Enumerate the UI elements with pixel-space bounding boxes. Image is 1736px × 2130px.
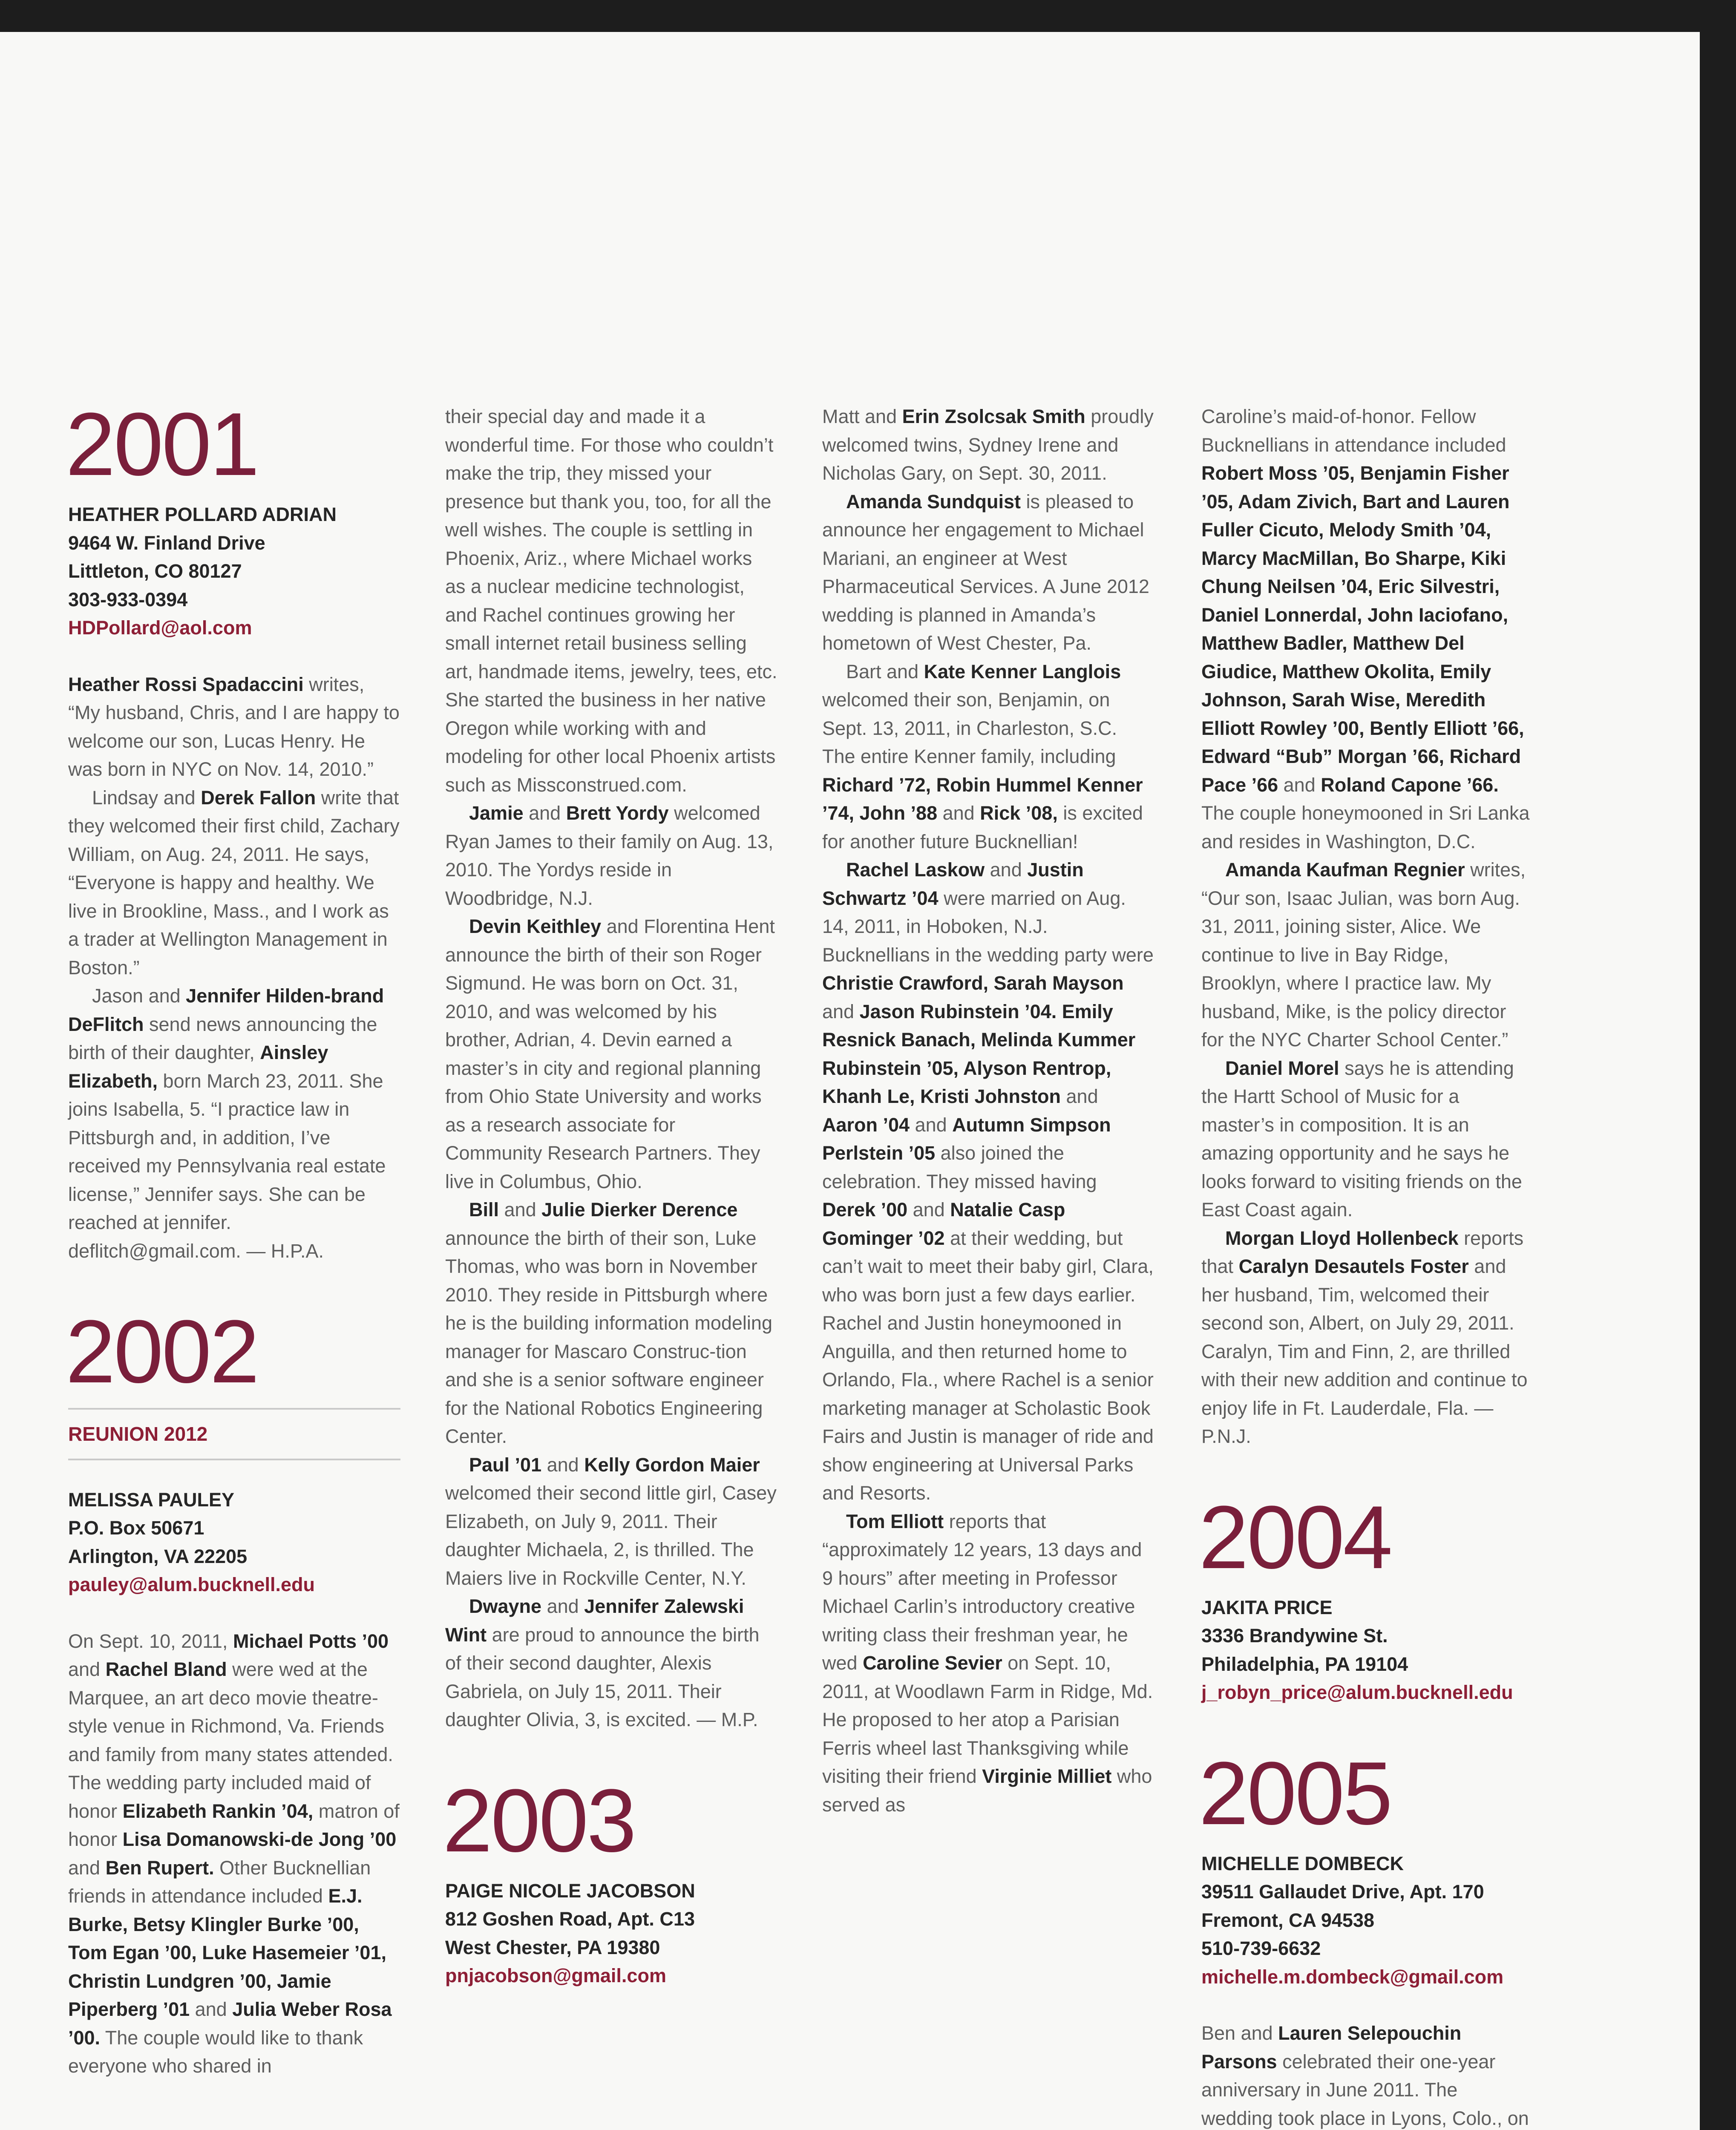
address-line: 812 Goshen Road, Apt. C13	[445, 1908, 695, 1930]
class-note: Jamie and Brett Yordy welcomed Ryan James to their family on Aug. 13, 2010. The Yordys reside in Woodbridge, N.J.	[445, 802, 774, 909]
class-secretary-name: PAIGE NICOLE JACOBSON	[445, 1880, 695, 1902]
class-note: Matt and Erin Zsolcsak Smith proudly welcomed twins, Sydney Irene and Nicholas Gary, on Sept. 30, 2011.	[822, 406, 1154, 484]
email-link[interactable]: j_robyn_price@alum.bucknell.edu	[1201, 1681, 1513, 1703]
address-line: Fremont, CA 94538	[1201, 1909, 1374, 1931]
class-note: Dwayne and Jennifer Zalewski Wint are proud to announce the birth of their second daughter, Alexis Gabriela, on July 15, 2011. Their daughter Olivia, 3, is excited. — M.P.	[445, 1595, 760, 1730]
email-link[interactable]: pnjacobson@gmail.com	[445, 1965, 666, 1986]
address-line: Arlington, VA 22205	[68, 1545, 248, 1567]
column-1	[66, 394, 400, 2081]
email-link[interactable]: HDPollard@aol.com	[68, 617, 252, 639]
class-secretary-name: MELISSA PAULEY	[68, 1488, 235, 1511]
class-note: Heather Rossi Spadaccini writes, “My husband, Chris, and I are happy to welcome our son, Lucas Henry. He was born in NYC on Nov. 14, 2010.”	[68, 673, 400, 780]
address-line: Philadelphia, PA 19104	[1201, 1653, 1408, 1675]
column-3	[822, 403, 1154, 1819]
class-note-continued: Caroline’s maid-of-honor. Fellow Bucknellians in attendance included Robert Moss ’05, Benjamin Fisher ’05, Adam Zivich, Bart and Lauren Fuller Cicuto, Melody Smith ’04, Marcy MacMillan, Bo Sharpe, Kiki Chung Neilsen ’04, Eric Silvestri, Daniel Lonnerdal, John Iaciofano, Matthew Badler, Matthew Del Giudice, Matthew Okolita, Emily Johnson, Sarah Wise, Meredith Elliott Rowley ’00, Bently Elliott ’66, Edward “Bub” Morgan ’66, Richard Pace ’66 and Roland Capone ’66. The couple honeymooned in Sri Lanka and resides in Washington, D.C.	[1201, 406, 1530, 852]
class-note: Amanda Sundquist is pleased to announce her engagement to Michael Mariani, an engineer at West Pharmaceutical Services. A June 2012 wedding is planned in Amanda’s hometown of West Chester, Pa.	[822, 490, 1149, 654]
address-line: West Chester, PA 19380	[445, 1936, 660, 1958]
class-secretary-name: HEATHER POLLARD ADRIAN	[68, 504, 337, 525]
class-note: Amanda Kaufman Regnier writes, “Our son, Isaac Julian, was born Aug. 31, 2011, joining sister, Alice. We continue to live in Bay Ridge, Brooklyn, where I practice law. My husband, Mike, is the policy director for the NYC Charter School Center.”	[1201, 859, 1526, 1051]
class-secretary-name: MICHELLE DOMBECK	[1201, 1852, 1404, 1874]
class-note: Ben and Lauren Selepouchin Parsons celebrated their one-year anniversary in June 2011. The wedding took place in Lyons, Colo., on	[1201, 2022, 1529, 2129]
phone-number: 510-739-6632	[1201, 1937, 1321, 1959]
address-line: 3336 Brandywine St.	[1201, 1625, 1388, 1646]
class-note: Tom Elliott reports that “approximately 12 years, 13 days and 9 hours” after meeting in Professor Michael Carlin’s introductory creative writing class their freshman year, he wed Caroline Sevier on Sept. 10, 2011, at Woodlawn Farm in Ridge, Md. He proposed to her atop a Parisian Ferris wheel last Thanksgiving while visiting their friend Virginie Milliet who served as	[822, 1510, 1153, 1816]
class-note-continued: their special day and made it a wonderful time. For those who couldn’t make the trip, they missed your presence but thank you, too, for all the well wishes. The couple is settling in Phoenix, Ariz., where Michael works as a nuclear medicine technologist, and Rachel continues growing her small internet retail business selling art, handmade items, jewelry, tees, etc. She started the business in her native Oregon while working with and modeling for other local Phoenix artists such as Missconstrued.com.	[445, 406, 777, 796]
column-4	[1201, 403, 1534, 2130]
class-note: Lindsay and Derek Fallon write that they welcomed their first child, Zachary William, on Aug. 24, 2011. He says, “Everyone is happy and healthy. We live in Brookline, Mass., and I work as a trader at Wellington Management in Boston.”	[68, 786, 400, 979]
email-link[interactable]: michelle.m.dombeck@gmail.com	[1201, 1966, 1504, 1988]
class-note: Daniel Morel says he is attending the Hartt School of Music for a master’s in composition. It is an amazing opportunity and he says he looks forward to visiting friends on the East Coast again.	[1201, 1057, 1522, 1220]
class-year-2003: 2003	[443, 1770, 635, 1871]
class-note: On Sept. 10, 2011, Michael Potts ’00 and Rachel Bland were wed at the Marquee, an art deco movie theatre-style venue in Richmond, Va. Friends and family from many states attended. The wedding party included maid of honor Elizabeth Rankin ’04, matron of honor Lisa Domanowski-de Jong ’00 and Ben Rupert. Other Bucknellian friends in attendance included E.J. Burke, Betsy Klingler Burke ’00, Tom Egan ’00, Luke Hasemeier ’01, Christin Lundgren ’00, Jamie Piperberg ’01 and Julia Weber Rosa ’00. The couple would like to thank everyone who shared in	[68, 1630, 400, 2077]
class-note: Bart and Kate Kenner Langlois welcomed their son, Benjamin, on Sept. 13, 2011, in Charleston, S.C. The entire Kenner family, including Richard ’72, Robin Hummel Kenner ’74, John ’88 and Rick ’08, is excited for another future Bucknellian!	[822, 660, 1143, 852]
class-note: Bill and Julie Dierker Derence announce the birth of their son, Luke Thomas, who was born in November 2010. They reside in Pittsburgh where he is the building information modeling manager for Mascaro Construc-tion and she is a senior software engineer for the National Robotics Engineering Center.	[445, 1199, 772, 1447]
address-line: P.O. Box 50671	[68, 1517, 204, 1539]
address-line: 39511 Gallaudet Drive, Apt. 170	[1201, 1881, 1484, 1903]
phone-number: 303-933-0394	[68, 588, 188, 610]
email-link[interactable]: pauley@alum.bucknell.edu	[68, 1574, 315, 1595]
reunion-label: REUNION 2012	[68, 1408, 400, 1460]
address-line: Littleton, CO 80127	[68, 560, 242, 582]
class-note: Devin Keithley and Florentina Hent announce the birth of their son Roger Sigmund. He was born on Oct. 31, 2010, and was welcomed by his brother, Adrian, 4. Devin earned a master’s in city and regional planning from Ohio State University and works as a research associate for Community Research Partners. They live in Columbus, Ohio.	[445, 915, 775, 1192]
class-note: Morgan Lloyd Hollenbeck reports that Caralyn Desautels Foster and her husband, Tim, welcomed their second son, Albert, on July 29, 2011. Caralyn, Tim and Finn, 2, are thrilled with their new addition and continue to enjoy life in Ft. Lauderdale, Fla. — P.N.J.	[1201, 1227, 1528, 1447]
class-note: Jason and Jennifer Hilden-brand DeFlitch send news announcing the birth of their daughter, Ainsley Elizabeth, born March 23, 2011. She joins Isabella, 5. “I practice law in Pittsburgh and, in addition, I’ve received my Pennsylvania real estate license,” Jennifer says. She can be reached at jennifer. deflitch@gmail.com. — H.P.A.	[68, 985, 386, 1262]
class-note: Paul ’01 and Kelly Gordon Maier welcomed their second little girl, Casey Elizabeth, on July 9, 2011. Their daughter Michaela, 2, is thrilled. The Maiers live in Rockville Center, N.Y.	[445, 1454, 777, 1589]
class-note: Rachel Laskow and Justin Schwartz ’04 were married on Aug. 14, 2011, in Hoboken, N.J. Bucknellians in the wedding party were Christie Crawford, Sarah Mayson and Jason Rubinstein ’04. Emily Resnick Banach, Melinda Kummer Rubinstein ’05, Alyson Rentrop, Khanh Le, Kristi Johnston and Aaron ’04 and Autumn Simpson Perlstein ’05 also joined the celebration. They missed having Derek ’00 and Natalie Casp Gominger ’02 at their wedding, but can’t wait to meet their baby girl, Clara, who was born just a few days earlier. Rachel and Justin honeymooned in Anguilla, and then returned home to Orlando, Fla., where Rachel is a senior marketing manager at Scholastic Book Fairs and Justin is manager of ride and show engineering at Universal Parks and Resorts.	[822, 859, 1154, 1504]
class-year-2004: 2004	[1199, 1487, 1391, 1587]
class-year-2002: 2002	[66, 1301, 258, 1402]
address-line: 9464 W. Finland Drive	[68, 532, 265, 554]
class-secretary-name: JAKITA PRICE	[1201, 1596, 1333, 1618]
column-2	[445, 403, 777, 1990]
magazine-page	[0, 32, 1700, 2130]
class-year-2005: 2005	[1199, 1743, 1391, 1843]
class-year-2001: 2001	[66, 394, 258, 494]
